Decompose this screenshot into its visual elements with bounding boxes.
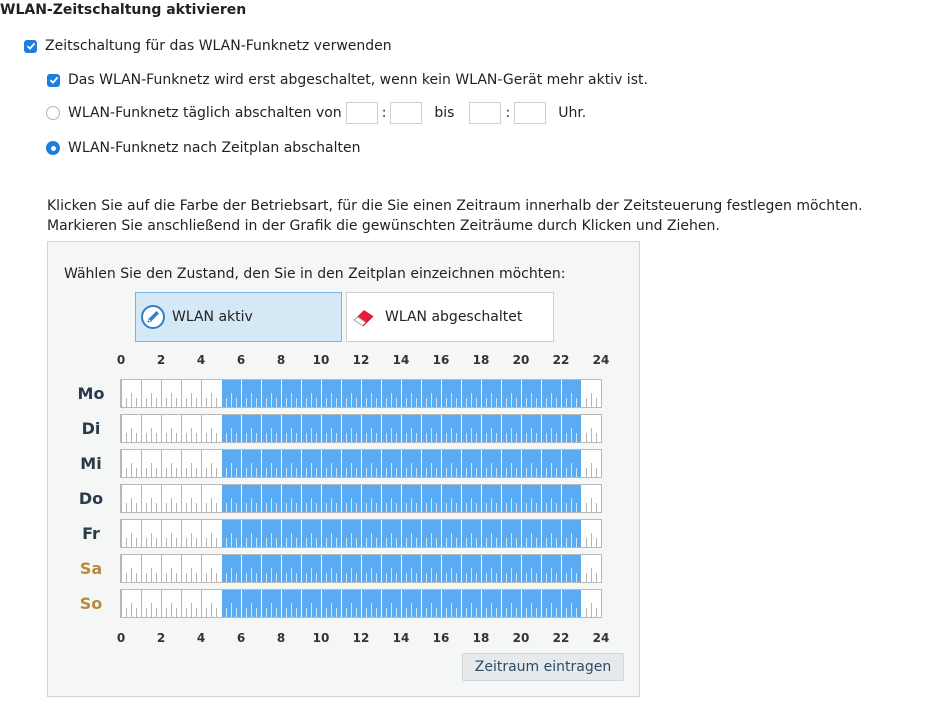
to-minute-input[interactable] [514, 102, 546, 124]
wait-inactive-checkbox[interactable] [47, 74, 60, 87]
bis-label: bis [434, 105, 455, 121]
time-separator: : [505, 105, 511, 121]
time-ticks [121, 450, 601, 477]
day-label: Do [78, 489, 104, 508]
day-schedule-bar[interactable] [120, 484, 602, 513]
daily-option-label: WLAN-Funknetz täglich abschalten von [68, 105, 342, 121]
hour-tick-label: 20 [512, 631, 530, 645]
time-ticks [121, 380, 601, 407]
plan-option-row[interactable] [46, 140, 361, 156]
uhr-label: Uhr. [558, 105, 587, 121]
time-ticks [121, 415, 601, 442]
hour-tick-label: 20 [512, 353, 530, 367]
hour-tick-label: 22 [552, 353, 570, 367]
section-heading: WLAN-Zeitschaltung aktivieren [0, 2, 247, 18]
day-schedule-bar[interactable] [120, 449, 602, 478]
mode-wlan-off-label: WLAN abgeschaltet [385, 309, 523, 325]
time-ticks [121, 590, 601, 617]
hour-tick-label: 12 [352, 353, 370, 367]
eraser-icon [351, 305, 379, 329]
day-label: Fr [82, 524, 100, 543]
hour-tick-label: 8 [276, 353, 286, 367]
time-separator: : [381, 105, 387, 121]
daily-option-row[interactable] [46, 102, 586, 124]
check-icon [26, 41, 36, 51]
wait-inactive-label: Das WLAN-Funknetz wird erst abgeschaltet, wenn kein WLAN-Gerät mehr aktiv ist. [68, 72, 648, 88]
hour-tick-label: 24 [592, 631, 610, 645]
day-schedule-bar[interactable] [120, 589, 602, 618]
use-schedule-checkbox[interactable] [24, 40, 37, 53]
day-schedule-bar[interactable] [120, 554, 602, 583]
mode-wlan-active-label: WLAN aktiv [172, 309, 253, 325]
day-label: Mi [80, 454, 102, 473]
time-ticks [121, 555, 601, 582]
hour-tick-label: 6 [236, 353, 246, 367]
from-minute-input[interactable] [390, 102, 422, 124]
day-label: Sa [79, 559, 103, 578]
hour-tick-label: 14 [392, 353, 410, 367]
mode-wlan-off-button[interactable] [346, 292, 554, 342]
day-schedule-bar[interactable] [120, 519, 602, 548]
hour-tick-label: 18 [472, 631, 490, 645]
hour-tick-label: 14 [392, 631, 410, 645]
hour-tick-label: 2 [156, 631, 166, 645]
day-schedule-bar[interactable] [120, 414, 602, 443]
hour-tick-label: 12 [352, 631, 370, 645]
hour-tick-label: 16 [432, 631, 450, 645]
time-ticks [121, 520, 601, 547]
day-label: Mo [77, 384, 105, 403]
submit-period-button[interactable]: Zeitraum eintragen [462, 653, 624, 681]
day-label: Di [81, 419, 101, 438]
hour-tick-label: 24 [592, 353, 610, 367]
pencil-icon [140, 304, 166, 330]
daily-option-radio[interactable] [46, 106, 60, 120]
check-icon [49, 75, 59, 85]
hour-tick-label: 6 [236, 631, 246, 645]
plan-option-label: WLAN-Funknetz nach Zeitplan abschalten [68, 140, 361, 156]
hour-tick-label: 10 [312, 353, 330, 367]
day-label: So [79, 594, 103, 613]
hour-tick-label: 4 [196, 353, 206, 367]
plan-option-radio[interactable] [46, 141, 60, 155]
panel-label: Wählen Sie den Zustand, den Sie in den Zeitplan einzeichnen möchten: [64, 266, 566, 282]
use-schedule-row[interactable] [24, 38, 392, 54]
hour-tick-label: 4 [196, 631, 206, 645]
to-hour-input[interactable] [469, 102, 501, 124]
mode-wlan-active-button[interactable] [135, 292, 342, 342]
schedule-panel [47, 241, 640, 697]
hour-tick-label: 10 [312, 631, 330, 645]
instructions-text: Klicken Sie auf die Farbe der Betriebsart, für die Sie einen Zeitraum innerhalb der Zeitsteuerung festlegen möchten. Markieren Sie anschließend in der Grafik die gewünschten Zeiträume durch Klicken und Ziehen. [47, 198, 863, 234]
use-schedule-label: Zeitschaltung für das WLAN-Funknetz verwenden [45, 38, 392, 54]
hour-tick-label: 0 [116, 631, 126, 645]
hour-tick-label: 0 [116, 353, 126, 367]
wait-inactive-row[interactable] [47, 72, 648, 88]
day-schedule-bar[interactable] [120, 379, 602, 408]
hour-tick-label: 22 [552, 631, 570, 645]
hour-tick-label: 18 [472, 353, 490, 367]
hour-tick-label: 16 [432, 353, 450, 367]
from-hour-input[interactable] [346, 102, 378, 124]
hour-tick-label: 8 [276, 631, 286, 645]
time-ticks [121, 485, 601, 512]
hour-tick-label: 2 [156, 353, 166, 367]
